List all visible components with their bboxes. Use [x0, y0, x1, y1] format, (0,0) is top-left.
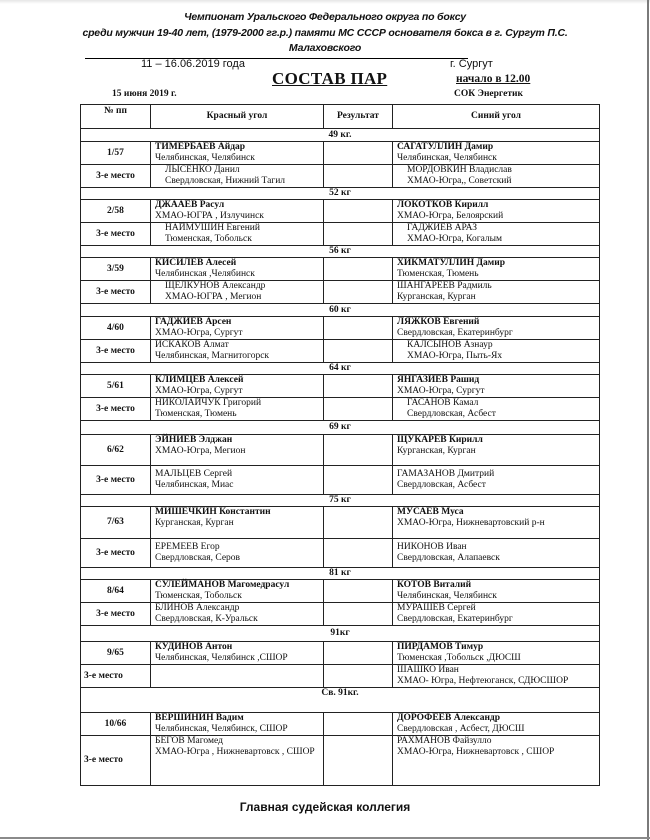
blue-boxer-name: МУСАЕВ Муса — [397, 507, 464, 517]
venue: СОК Энергетик — [454, 89, 523, 99]
red-corner-cell — [151, 200, 324, 223]
red-boxer-name: ТИМЕРБАЕВ Айдар — [155, 142, 246, 152]
red-boxer-region: ХМАО-Югра, Мегион — [155, 446, 246, 456]
result-cell[interactable] — [324, 317, 393, 340]
third-place-label: 3-е место — [81, 466, 151, 495]
weight-category-label: 91кг — [81, 626, 600, 642]
bout-row — [81, 580, 600, 603]
weight-category-label: 52 кг — [81, 188, 600, 200]
bout-number: 2/58 — [81, 200, 151, 223]
red-corner-cell — [151, 580, 324, 603]
blue-boxer-region: ХМАО-Югра, Белоярский — [397, 211, 504, 221]
event-dates: 11 – 16.06.2019 года — [141, 58, 245, 70]
third-place-row — [81, 603, 600, 626]
blue-corner-cell — [393, 375, 600, 398]
weight-category-label: 60 кг — [81, 304, 600, 317]
third-place-label: 3-е место — [81, 665, 151, 688]
weight-category-row — [81, 421, 600, 435]
bout-row — [81, 713, 600, 736]
result-cell[interactable] — [324, 223, 393, 246]
blue-boxer-region: ХМАО-Югра, Нижневартовский р-н — [397, 518, 545, 528]
red-boxer-region: Курганская, Курган — [155, 518, 234, 528]
weight-category-row — [81, 129, 600, 142]
red-boxer-name: КЛИМЦЕВ Алексей — [155, 375, 244, 385]
blue-boxer-name: ЯНГАЗИЕВ Рашид — [397, 375, 480, 385]
start-time: начало в 12.00 — [456, 73, 531, 85]
top-shade — [0, 0, 650, 4]
blue-boxer-region: ХМАО-Югра, Пыть-Ях — [407, 351, 503, 361]
red-boxer-region: ХМАО-Югра, Сургут — [155, 328, 243, 338]
blue-boxer-name: ПИРДАМОВ Тимур — [397, 642, 484, 652]
blue-corner-cell — [393, 642, 600, 665]
blue-corner-cell — [393, 603, 600, 626]
blue-boxer-region: ХМАО- Югра, Нефтеюганск, СДЮСШОР — [397, 676, 569, 686]
red-corner-cell — [151, 435, 324, 466]
red-boxer-region: Тюменская, Тобольск — [155, 591, 242, 601]
red-boxer-name: ГАДЖИЕВ Арсен — [155, 317, 232, 327]
blue-boxer-name: ШАШКО Иван — [397, 665, 459, 675]
weight-category-label: 69 кг — [81, 421, 600, 435]
blue-corner-cell — [393, 340, 600, 363]
red-boxer-name: СУЛЕЙМАНОВ Магомедрасул — [155, 580, 290, 590]
red-boxer-name: ЩЕЛКУНОВ Александр — [165, 281, 266, 291]
bout-number: 6/62 — [81, 435, 151, 466]
result-cell[interactable] — [324, 539, 393, 568]
blue-corner-cell — [393, 539, 600, 568]
red-corner-cell — [151, 317, 324, 340]
red-corner-cell — [151, 539, 324, 568]
header-result: Результат — [324, 105, 393, 129]
blue-corner-cell — [393, 713, 600, 736]
blue-corner-cell — [393, 258, 600, 281]
weight-category-row — [81, 304, 600, 317]
bout-number: 5/61 — [81, 375, 151, 398]
weight-category-row — [81, 626, 600, 642]
bout-row — [81, 317, 600, 340]
third-place-row — [81, 539, 600, 568]
red-corner-cell — [151, 223, 324, 246]
blue-corner-cell — [393, 507, 600, 539]
blue-boxer-region: Свердловская, Асбест — [407, 409, 496, 419]
third-place-row — [81, 466, 600, 495]
result-cell[interactable] — [324, 665, 393, 688]
red-boxer-region: Челябинская ,Челябинск — [155, 269, 255, 279]
red-boxer-name: КУДИНОВ Антон — [155, 642, 233, 652]
red-boxer-region: ХМАО-Югра , Нижневартовск , СШОР — [155, 747, 315, 757]
result-cell[interactable] — [324, 375, 393, 398]
red-boxer-region: Челябинская, Челябинск — [155, 153, 255, 163]
header-blue-corner: Синий угол — [393, 105, 600, 129]
table-header-row — [81, 105, 600, 129]
red-boxer-name: НИКОЛАЙЧУК Григорий — [155, 398, 262, 408]
blue-boxer-region: Свердловская, Екатеринбург — [397, 614, 513, 624]
bout-day: 15 июня 2019 г. — [112, 89, 177, 99]
red-corner-cell — [151, 466, 324, 495]
red-boxer-name: ЭЙНИЕВ Элджан — [155, 435, 233, 445]
blue-boxer-name: ГАСАНОВ Камал — [407, 398, 479, 408]
red-boxer-name: БЛИНОВ Александр — [155, 603, 240, 613]
third-place-row — [81, 281, 600, 304]
third-place-label: 3-е место — [81, 736, 151, 786]
result-cell[interactable] — [324, 736, 393, 786]
title-line-2: среди мужчин 19-40 лет, (1979-2000 гг.р.) памяти МС СССР основателя бокса в г. Сургут П.С. — [82, 27, 568, 39]
blue-boxer-name: МОРДОВКИН Владислав — [407, 165, 512, 175]
blue-boxer-region: Тюменская ,Тобольск ,ДЮСШ — [397, 653, 521, 663]
blue-boxer-name: ГАМАЗАНОВ Дмитрий — [397, 469, 495, 479]
bout-number: 7/63 — [81, 507, 151, 539]
weight-category-label: 75 кг — [81, 495, 600, 507]
bout-row — [81, 200, 600, 223]
result-cell[interactable] — [324, 258, 393, 281]
bout-row — [81, 142, 600, 165]
bout-number: 1/57 — [81, 142, 151, 165]
red-corner-cell — [151, 736, 324, 786]
page-bottom-edge — [0, 837, 650, 839]
third-place-label: 3-е место — [81, 398, 151, 421]
bout-row — [81, 642, 600, 665]
blue-boxer-region: Челябинская, Челябинск — [397, 153, 497, 163]
weight-category-row — [81, 246, 600, 258]
result-cell[interactable] — [324, 466, 393, 495]
red-corner-cell — [151, 398, 324, 421]
result-cell[interactable] — [324, 642, 393, 665]
red-boxer-name: МИШЕЧКИН Константин — [155, 507, 271, 517]
red-boxer-region: Челябинская, Магнитогорск — [155, 351, 270, 361]
third-place-row — [81, 736, 600, 786]
weight-category-row — [81, 363, 600, 375]
blue-corner-cell — [393, 435, 600, 466]
weight-category-row — [81, 688, 600, 713]
third-place-row — [81, 223, 600, 246]
result-cell[interactable] — [324, 281, 393, 304]
weight-category-label: 56 кг — [81, 246, 600, 258]
red-corner-cell — [151, 165, 324, 188]
red-corner-cell — [151, 375, 324, 398]
red-boxer-region: Тюменская, Тюмень — [155, 409, 237, 419]
third-place-row — [81, 665, 600, 688]
bout-row — [81, 258, 600, 281]
blue-boxer-region: ХМАО-Югра, Нижневартовск , СШОР — [397, 747, 555, 757]
red-boxer-region: ХМАО-Югра, Сургут — [155, 386, 243, 396]
page-right-edge — [647, 0, 649, 840]
blue-corner-cell — [393, 665, 600, 688]
result-cell[interactable] — [324, 435, 393, 466]
result-cell[interactable] — [324, 580, 393, 603]
blue-boxer-name: ЛЯЖКОВ Евгений — [397, 317, 480, 327]
blue-boxer-name: КАЛСЫНОВ Азнаур — [407, 340, 493, 350]
red-boxer-region: Тюменская, Тобольск — [165, 234, 252, 244]
red-boxer-region: ХМАО-ЮГРА , Излучинск — [155, 211, 264, 221]
header-red-corner: Красный угол — [151, 105, 324, 129]
bout-number: 3/59 — [81, 258, 151, 281]
red-boxer-region: Челябинская, Челябинск, СШОР — [155, 724, 288, 734]
blue-boxer-name: ШАНГАРЕЕВ Радмиль — [397, 281, 492, 291]
blue-corner-cell — [393, 317, 600, 340]
blue-boxer-name: РАХМАНОВ Файзулло — [397, 736, 492, 746]
red-corner-cell — [151, 281, 324, 304]
result-cell[interactable] — [324, 200, 393, 223]
third-place-label: 3-е место — [81, 281, 151, 304]
third-place-label: 3-е место — [81, 165, 151, 188]
red-corner-cell — [151, 340, 324, 363]
title-line-1: Чемпионат Уральского Федерального округа по боксу — [184, 11, 466, 23]
result-cell[interactable] — [324, 142, 393, 165]
pairs-table — [80, 104, 600, 786]
blue-boxer-name: ДОРОФЕЕВ Александр — [397, 713, 501, 723]
blue-boxer-name: МУРАШЕВ Сергей — [397, 603, 476, 613]
weight-category-label: 81 кг — [81, 568, 600, 580]
bout-row — [81, 507, 600, 539]
red-boxer-name: ЛЫСЕНКО Данил — [165, 165, 240, 175]
blue-boxer-region: Свердловская , Асбест, ДЮСШ — [397, 724, 525, 734]
bout-number: 10/66 — [81, 713, 151, 736]
red-corner-cell — [151, 713, 324, 736]
red-boxer-name: НАЙМУШИН Евгений — [165, 223, 260, 233]
blue-boxer-region: Курганская, Курган — [397, 292, 476, 302]
red-corner-cell — [151, 603, 324, 626]
third-place-label: 3-е место — [81, 603, 151, 626]
weight-category-row — [81, 495, 600, 507]
third-place-label: 3-е место — [81, 223, 151, 246]
blue-boxer-name: ЛОКОТКОВ Кирилл — [397, 200, 489, 210]
red-corner-cell — [151, 642, 324, 665]
red-boxer-region: Свердловская, Серов — [155, 553, 241, 563]
bout-row — [81, 435, 600, 466]
red-boxer-region: Свердловская, К-Уральск — [155, 614, 258, 624]
red-boxer-region: Челябинская, Челябинск ,СШОР — [155, 653, 288, 663]
blue-boxer-region: ХМАО-Югра, Сургут — [397, 386, 485, 396]
blue-corner-cell — [393, 281, 600, 304]
blue-boxer-name: САГАТУЛЛИН Дамир — [397, 142, 494, 152]
blue-boxer-region: ХМАО-Югра,, Советский — [407, 176, 512, 186]
red-corner-cell — [151, 258, 324, 281]
blue-boxer-region: ХМАО-Югра, Когалым — [407, 234, 503, 244]
red-corner-cell — [151, 507, 324, 539]
blue-boxer-name: НИКОНОВ Иван — [397, 542, 467, 552]
blue-boxer-region: Челябинская, Челябинск — [397, 591, 497, 601]
weight-category-row — [81, 568, 600, 580]
third-place-row — [81, 398, 600, 421]
result-cell[interactable] — [324, 507, 393, 539]
blue-corner-cell — [393, 466, 600, 495]
blue-boxer-name: ХИКМАТУЛЛИН Дамир — [397, 258, 506, 268]
red-boxer-name: ИСКАКОВ Алмат — [155, 340, 229, 350]
result-cell[interactable] — [324, 398, 393, 421]
blue-corner-cell — [393, 165, 600, 188]
result-cell[interactable] — [324, 603, 393, 626]
blue-boxer-region: Свердловская, Алапаевск — [397, 553, 500, 563]
blue-boxer-name: ГАДЖИЕВ АРАЗ — [407, 223, 477, 233]
blue-corner-cell — [393, 142, 600, 165]
blue-boxer-region: Свердловская, Асбест — [397, 480, 486, 490]
event-city: г. Сургут — [450, 58, 493, 70]
red-corner-cell — [151, 142, 324, 165]
red-corner-cell — [151, 665, 324, 688]
weight-category-label: 49 кг. — [81, 129, 600, 142]
page-heading: СОСТАВ ПАР — [272, 69, 388, 88]
red-boxer-name: МАЛЬЦЕВ Сергей — [155, 469, 233, 479]
red-boxer-name: ДЖААЕВ Расул — [155, 200, 225, 210]
third-place-label: 3-е место — [81, 539, 151, 568]
bout-number: 9/65 — [81, 642, 151, 665]
weight-category-row — [81, 188, 600, 200]
blue-corner-cell — [393, 223, 600, 246]
bout-row — [81, 375, 600, 398]
red-boxer-name: КИСИЛЕВ Алесей — [155, 258, 237, 268]
red-boxer-region: ХМАО-ЮГРА , Мегион — [165, 292, 262, 302]
third-place-row — [81, 165, 600, 188]
chief-judges-caption: Главная судейская коллегия — [239, 800, 411, 814]
red-boxer-name: ЕРЕМЕЕВ Егор — [155, 542, 220, 552]
weight-category-label: Св. 91кг. — [81, 688, 600, 713]
red-boxer-name: ВЕРШИНИН Вадим — [155, 713, 244, 723]
blue-boxer-name: КОТОВ Виталий — [397, 580, 472, 590]
red-boxer-region: Челябинская, Миас — [155, 480, 234, 490]
bout-number: 4/60 — [81, 317, 151, 340]
blue-boxer-region: Курганская, Курган — [397, 446, 476, 456]
third-place-row — [81, 340, 600, 363]
header-num: № пп — [81, 105, 151, 129]
blue-corner-cell — [393, 200, 600, 223]
bout-number: 8/64 — [81, 580, 151, 603]
blue-corner-cell — [393, 580, 600, 603]
blue-corner-cell — [393, 736, 600, 786]
blue-boxer-name: ЩУКАРЕВ Кирилл — [397, 435, 483, 445]
red-boxer-region: Свердловская, Нижний Тагил — [165, 176, 286, 186]
blue-boxer-region: Тюменская, Тюмень — [397, 269, 479, 279]
blue-corner-cell — [393, 398, 600, 421]
title-line-3: Малаховского — [288, 42, 362, 54]
red-boxer-name: БЕГОВ Магомед — [155, 736, 223, 746]
result-cell[interactable] — [324, 713, 393, 736]
result-cell[interactable] — [324, 340, 393, 363]
third-place-label: 3-е место — [81, 340, 151, 363]
result-cell[interactable] — [324, 165, 393, 188]
blue-boxer-region: Свердловская, Екатеринбург — [397, 328, 513, 338]
weight-category-label: 64 кг — [81, 363, 600, 375]
